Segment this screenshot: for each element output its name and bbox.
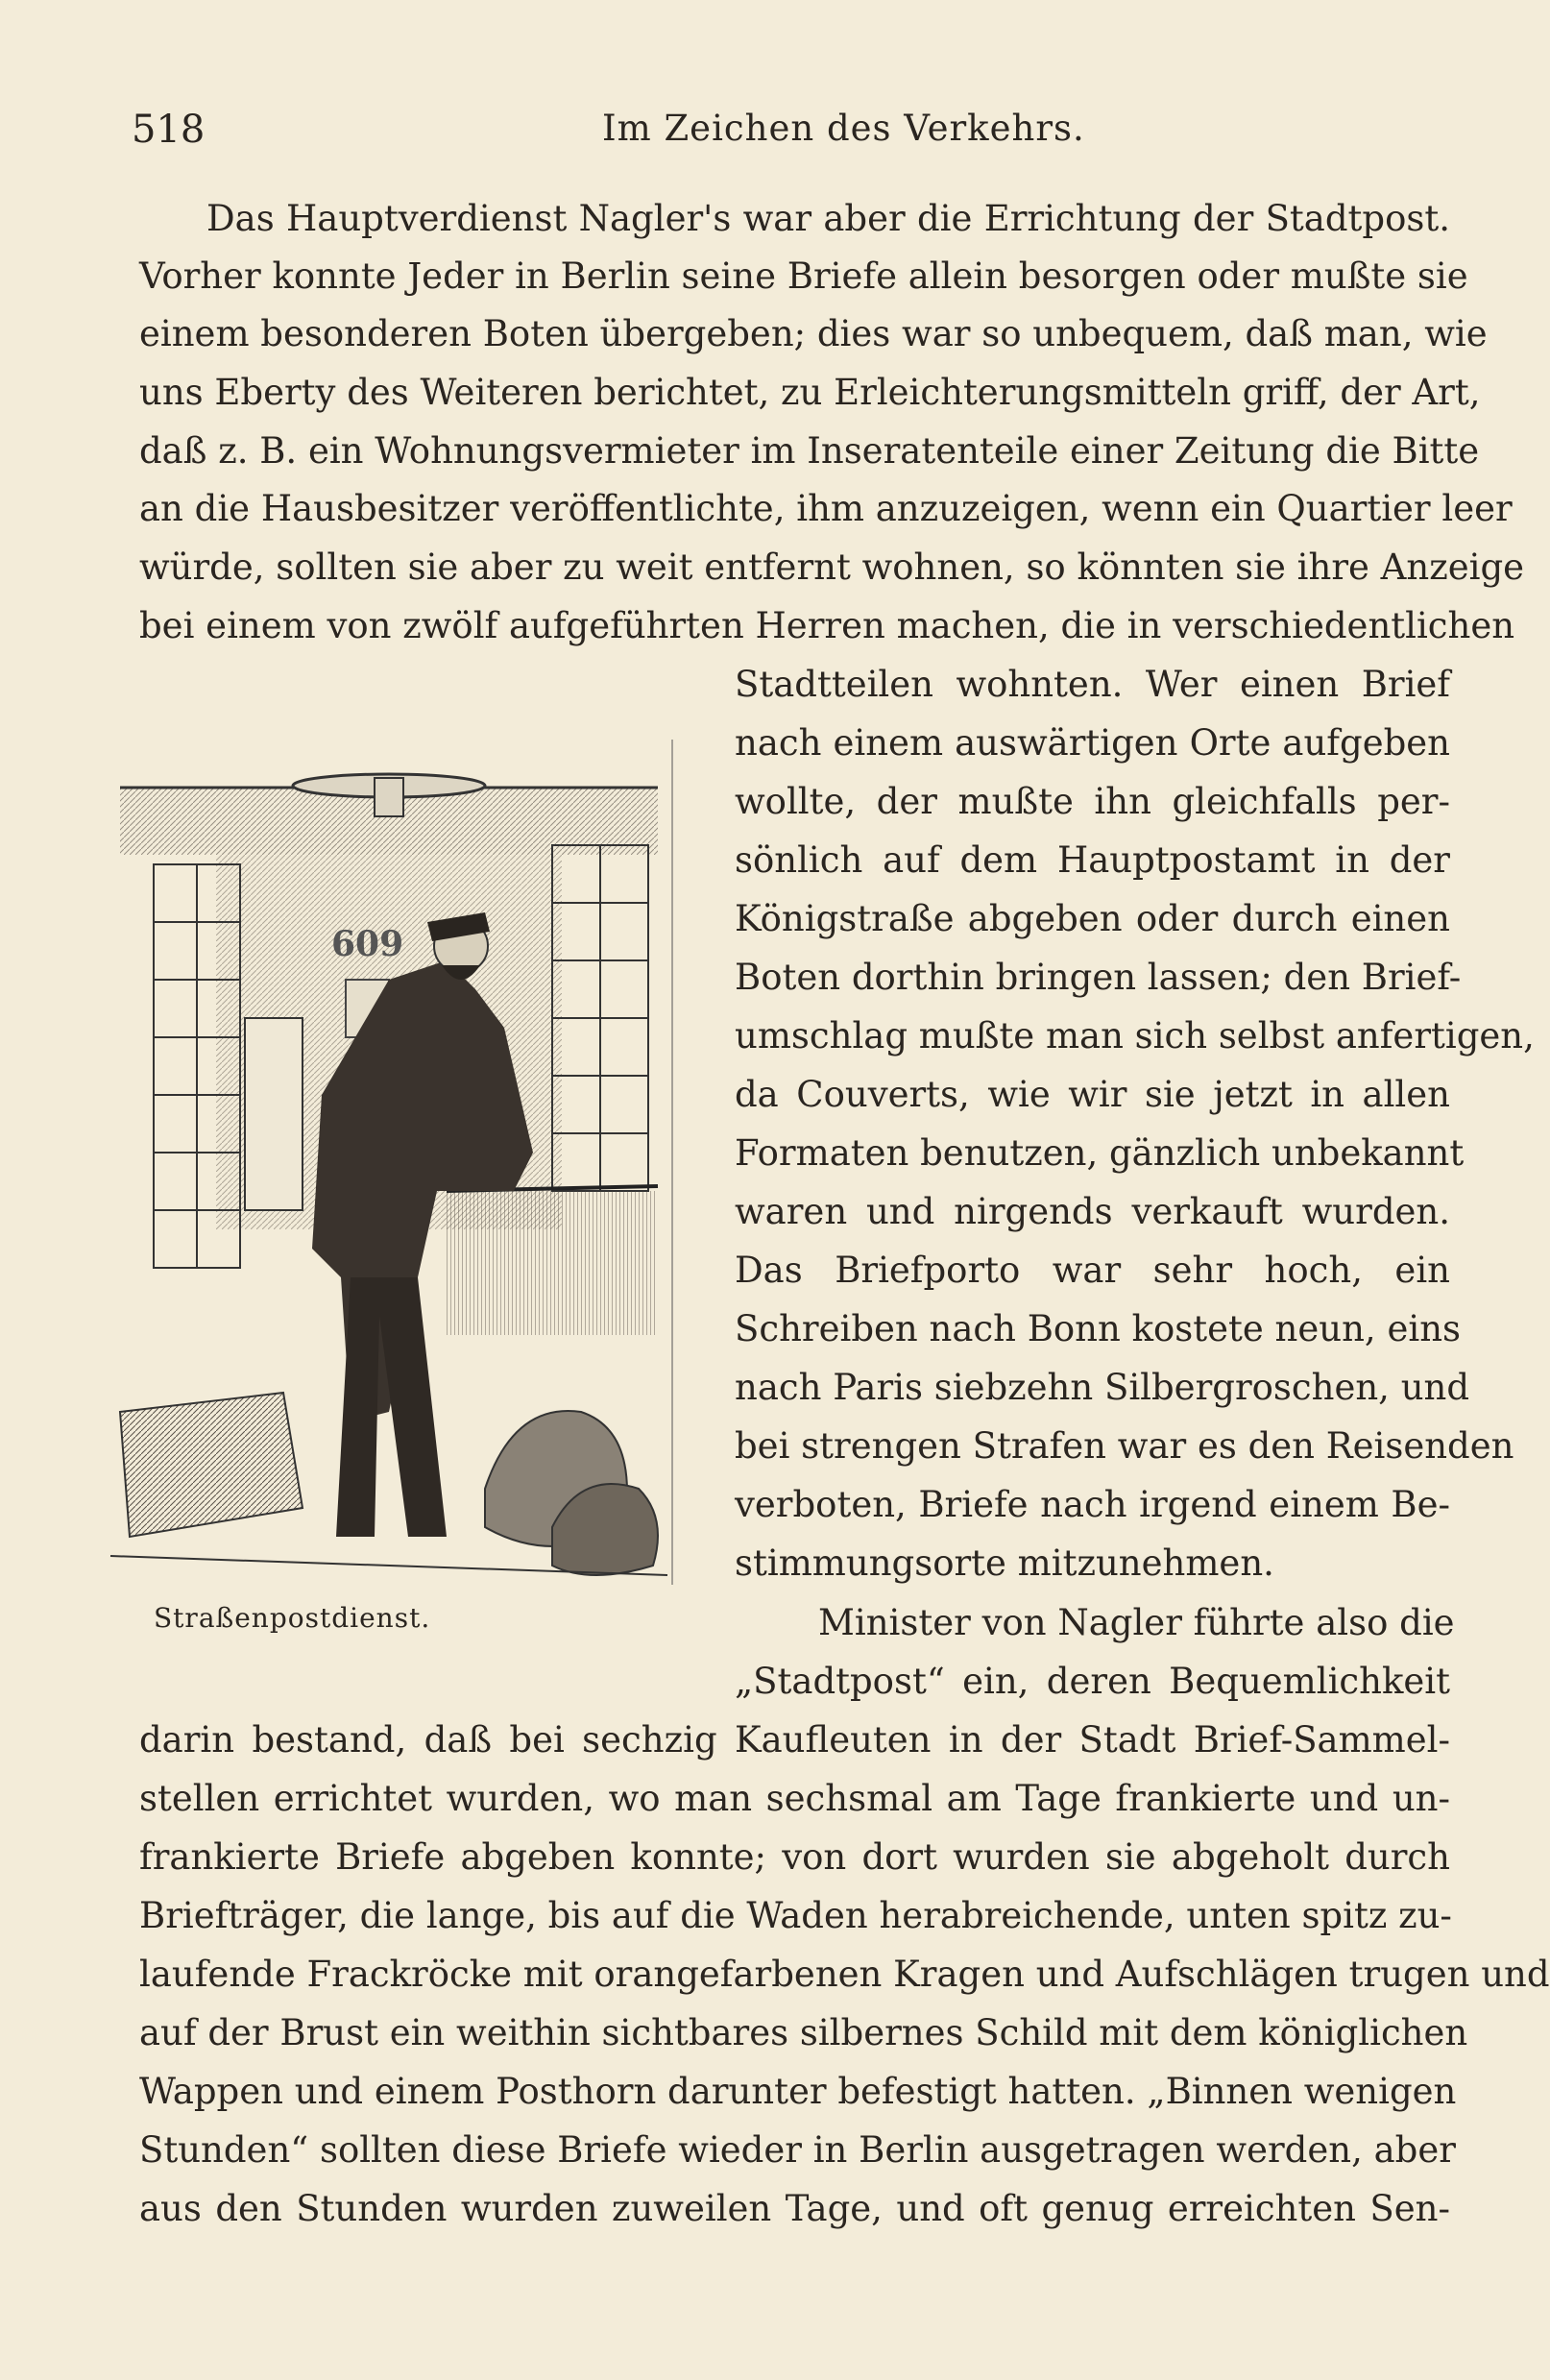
text-line: Das Hauptverdienst Nagler's war aber die Errichtung der Stadtpost. bbox=[206, 198, 1450, 239]
text-line: würde, sollten sie aber zu weit entfernt wohnen, so könnten sie ihre Anzeige bbox=[139, 546, 1525, 588]
page-number: 518 bbox=[132, 108, 206, 152]
text-line: bei einem von zwölf aufgeführten Herren machen, die in verschiedentlichen bbox=[139, 605, 1515, 646]
text-line: wollte, der mußte ihn gleichfalls per- bbox=[735, 781, 1450, 822]
text-line: Königstraße abgeben oder durch einen bbox=[735, 898, 1450, 939]
text-line: uns Eberty des Weiteren berichtet, zu Erleichterungsmitteln griff, der Art, bbox=[139, 372, 1481, 413]
text-line: verboten, Briefe nach irgend einem Be- bbox=[735, 1484, 1450, 1525]
text-line: Formaten benutzen, gänzlich unbekannt bbox=[735, 1132, 1465, 1174]
text-line: einem besonderen Boten übergeben; dies war so unbequem, daß man, wie bbox=[139, 313, 1488, 354]
text-line: aus den Stunden wurden zuweilen Tage, und oft genug erreichten Sen- bbox=[139, 2188, 1450, 2229]
text-line: an die Hausbesitzer veröffentlichte, ihm anzuzeigen, wenn ein Quartier leer bbox=[139, 488, 1513, 529]
text-line: stellen errichtet wurden, wo man sechsmal am Tage frankierte und un- bbox=[139, 1778, 1450, 1819]
text-line: da Couverts, wie wir sie jetzt in allen bbox=[735, 1074, 1450, 1115]
text-line: Minister von Nagler führte also die bbox=[818, 1602, 1455, 1643]
text-line: stimmungsorte mitzunehmen. bbox=[735, 1542, 1274, 1584]
text-line: sönlich auf dem Hauptpostamt in der bbox=[735, 839, 1450, 881]
wagon-number: 609 bbox=[331, 924, 404, 964]
text-line: darin bestand, daß bei sechzig Kaufleuten in der Stadt Brief-Sammel- bbox=[139, 1719, 1450, 1761]
text-line: Stunden“ sollten diese Briefe wieder in Berlin ausgetragen werden, aber bbox=[139, 2129, 1456, 2171]
text-line: Stadtteilen wohnten. Wer einen Brief bbox=[735, 664, 1450, 705]
text-line: Schreiben nach Bonn kostete neun, eins bbox=[735, 1308, 1462, 1349]
text-line: Das Briefporto war sehr hoch, ein bbox=[735, 1250, 1450, 1291]
figure-caption: Straßenpostdienst. bbox=[154, 1602, 431, 1634]
postal-clerk-illustration bbox=[101, 740, 677, 1594]
text-line: Boten dorthin bringen lassen; den Brief- bbox=[735, 957, 1462, 998]
text-line: laufende Frackröcke mit orangefarbenen Kragen und Aufschlägen trugen und bbox=[139, 1954, 1550, 1995]
text-line: bei strengen Strafen war es den Reisenden bbox=[735, 1425, 1514, 1467]
running-title: Im Zeichen des Verkehrs. bbox=[602, 108, 1085, 149]
text-line: Vorher konnte Jeder in Berlin seine Briefe allein besorgen oder mußte sie bbox=[139, 255, 1468, 297]
text-line: „Stadtpost“ ein, deren Bequemlichkeit bbox=[735, 1661, 1450, 1702]
text-line: nach einem auswärtigen Orte aufgeben bbox=[735, 722, 1450, 764]
page-header bbox=[132, 108, 1457, 165]
text-line: auf der Brust ein weithin sichtbares silbernes Schild mit dem königlichen bbox=[139, 2012, 1468, 2053]
text-line: waren und nirgends verkauft wurden. bbox=[735, 1191, 1450, 1232]
text-line: nach Paris siebzehn Silbergroschen, und bbox=[735, 1367, 1470, 1408]
text-line: daß z. B. ein Wohnungsvermieter im Inseratenteile einer Zeitung die Bitte bbox=[139, 430, 1480, 472]
engraving-figure bbox=[101, 740, 677, 1594]
text-line: umschlag mußte man sich selbst anfertigen, bbox=[735, 1015, 1535, 1056]
text-line: Briefträger, die lange, bis auf die Waden herabreichende, unten spitz zu- bbox=[139, 1895, 1452, 1936]
text-line: frankierte Briefe abgeben konnte; von dort wurden sie abgeholt durch bbox=[139, 1836, 1450, 1878]
text-line: Wappen und einem Posthorn darunter befestigt hatten. „Binnen wenigen bbox=[139, 2071, 1457, 2112]
